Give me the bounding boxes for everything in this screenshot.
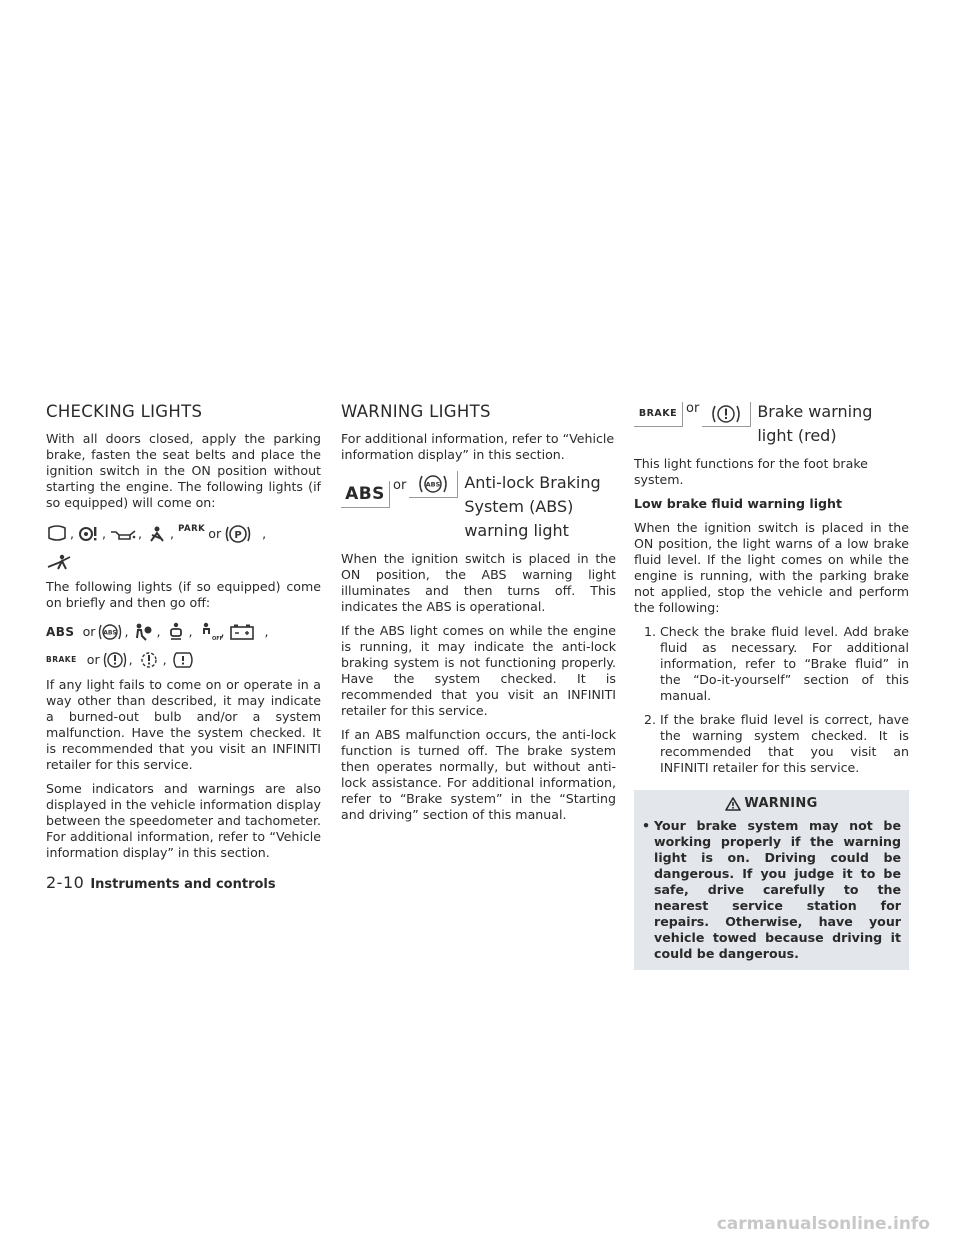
- svg-text:ABS: ABS: [425, 480, 441, 489]
- svg-text:OFF: OFF: [211, 636, 223, 642]
- checking-para3: If any light fails to come on or operate in a way other than described, it may indicate a burned-out bulb and/or a system malfunction. Have the system checked. It is recommended that you visit an INFINITI retailer for this service.: [46, 677, 321, 772]
- checking-para4: Some indicators and warnings are also displayed in the vehicle information display between the speedometer and tachometer. For additional information, refer to “Vehicle information display” in this section.: [46, 781, 321, 860]
- warning-lights-heading: WARNING LIGHTS: [341, 402, 491, 421]
- airbag-off-icon: [197, 622, 223, 642]
- brake-circle-icon: [103, 650, 127, 670]
- abs-circle-icon: [98, 622, 122, 642]
- watermark: carmanualsonline.info: [716, 1214, 930, 1234]
- page-number: 2-10: [46, 873, 85, 892]
- warning-intro: For additional information, refer to “Vehicle information display” in this section.: [341, 431, 615, 462]
- section-title: Instruments and controls: [90, 877, 276, 892]
- warning-triangle-icon: [725, 797, 741, 811]
- abs-text-icon: ABS: [46, 625, 75, 639]
- brake-box-icon: BRAKE: [634, 402, 683, 427]
- checking-lights-heading: CHECKING LIGHTS: [46, 402, 203, 421]
- list-item: 2. If the brake fluid level is correct, have the warning system checked. It is recommended that you visit an INFINITI retailer for this service.: [643, 712, 909, 775]
- abs-para2: If the ABS light comes on while the engine is running, it may indicate the anti-lock braking system is not functioning properly. Have the system checked. It is recommended that you visit an INFINITI retailer for this service.: [341, 623, 616, 718]
- abs-para1: When the ignition switch is placed in the ON position, the ABS warning light illuminates and then turns off. This indicates the ABS is operational.: [341, 551, 616, 614]
- page-footer: [46, 875, 276, 893]
- abs-light-header: ABS or ABS Anti-lock Braking System (ABS) warning light: [341, 471, 616, 543]
- brake-warning-column: [634, 402, 909, 970]
- come-on-icons-row2: [46, 551, 321, 573]
- brake-light-title: Brake warning light (red): [757, 402, 873, 445]
- warning-item: • Your brake system may not be working properly if the warning light is on. Driving could be dangerous. If you judge it to be safe, drive carefully to the nearest service station for repairs. Otherwise, have your vehicle towed because driving it could be dangerous.: [642, 818, 901, 961]
- svg-text:ABS: ABS: [103, 629, 118, 637]
- abs-circle-box-icon: [409, 471, 458, 498]
- brake-circle-box-icon: [702, 402, 751, 427]
- park-text-icon: PARK: [178, 524, 206, 534]
- brake-dashed-icon: [137, 650, 161, 670]
- oil-pressure-icon: [110, 526, 136, 542]
- abs-light-title: Anti-lock Braking System (ABS) warning light: [464, 473, 601, 540]
- brake-intro: This light functions for the foot brake system.: [634, 456, 868, 487]
- brake-steps: [634, 624, 909, 776]
- briefly-icons-row2: BRAKE or , ,: [46, 649, 321, 671]
- warning-header: [642, 796, 901, 812]
- warning-box: [634, 790, 909, 970]
- seat-occupant-icon: [165, 622, 187, 642]
- low-fluid-heading: Low brake fluid warning light: [634, 496, 843, 511]
- warning-label: WARNING: [744, 796, 818, 811]
- brake-para: When the ignition switch is placed in the ON position, the light warns of a low brake fluid level. If the light comes on while the engine is running, with the parking brake not applied, stop the vehicle and perform the following:: [634, 520, 909, 615]
- master-warning-icon: [78, 525, 100, 543]
- seatbelt-passenger-icon: [46, 553, 72, 571]
- warning-lights-column: [341, 402, 616, 831]
- checking-intro: With all doors closed, apply the parking brake, fasten the seat belts and place the ignition switch in the ON position without starting the engine. The following lights (if so equipped) will come on:: [46, 431, 321, 510]
- svg-text:P: P: [234, 530, 242, 541]
- warning-text: Your brake system may not be working properly if the warning light is on. Driving could be dangerous. If you judge it to be safe, drive carefully to the nearest service station for repairs. Otherwise, have your vehicle towed because driving it could be dangerous.: [654, 818, 901, 961]
- abs-para3: If an ABS malfunction occurs, the anti-lock function is turned off. The brake system then operates normally, but without anti-lock assistance. For additional information, refer to “Brake system” in the “Starting and driving” section of this manual.: [341, 727, 616, 822]
- abs-box-icon: ABS: [341, 481, 390, 508]
- brake-light-header: BRAKE or Brake warning light (red): [634, 402, 909, 448]
- airbag-icon: [132, 622, 154, 642]
- checking-lights-column: [46, 402, 321, 869]
- briefly-icons-row1: ABS or ABS , , , OFF , ,: [46, 624, 269, 642]
- parking-brake-circle-icon: [224, 523, 252, 545]
- checking-intro2: The following lights (if so equipped) come on briefly and then go off:: [46, 579, 321, 610]
- battery-icon: [229, 623, 255, 641]
- list-item: 1. Check the brake fluid level. Add brake fluid as necessary. For additional information, refer to “Brake fluid” in the “Do-it-yourself” section of this manual.: [643, 624, 909, 703]
- brake-text-icon: BRAKE: [46, 655, 77, 664]
- charge-warning-icon: [46, 525, 68, 543]
- come-on-icons: , , , , PARK or P ,: [46, 523, 321, 545]
- brake-exclaim-icon: [171, 650, 195, 670]
- seat-belt-icon: [146, 525, 168, 543]
